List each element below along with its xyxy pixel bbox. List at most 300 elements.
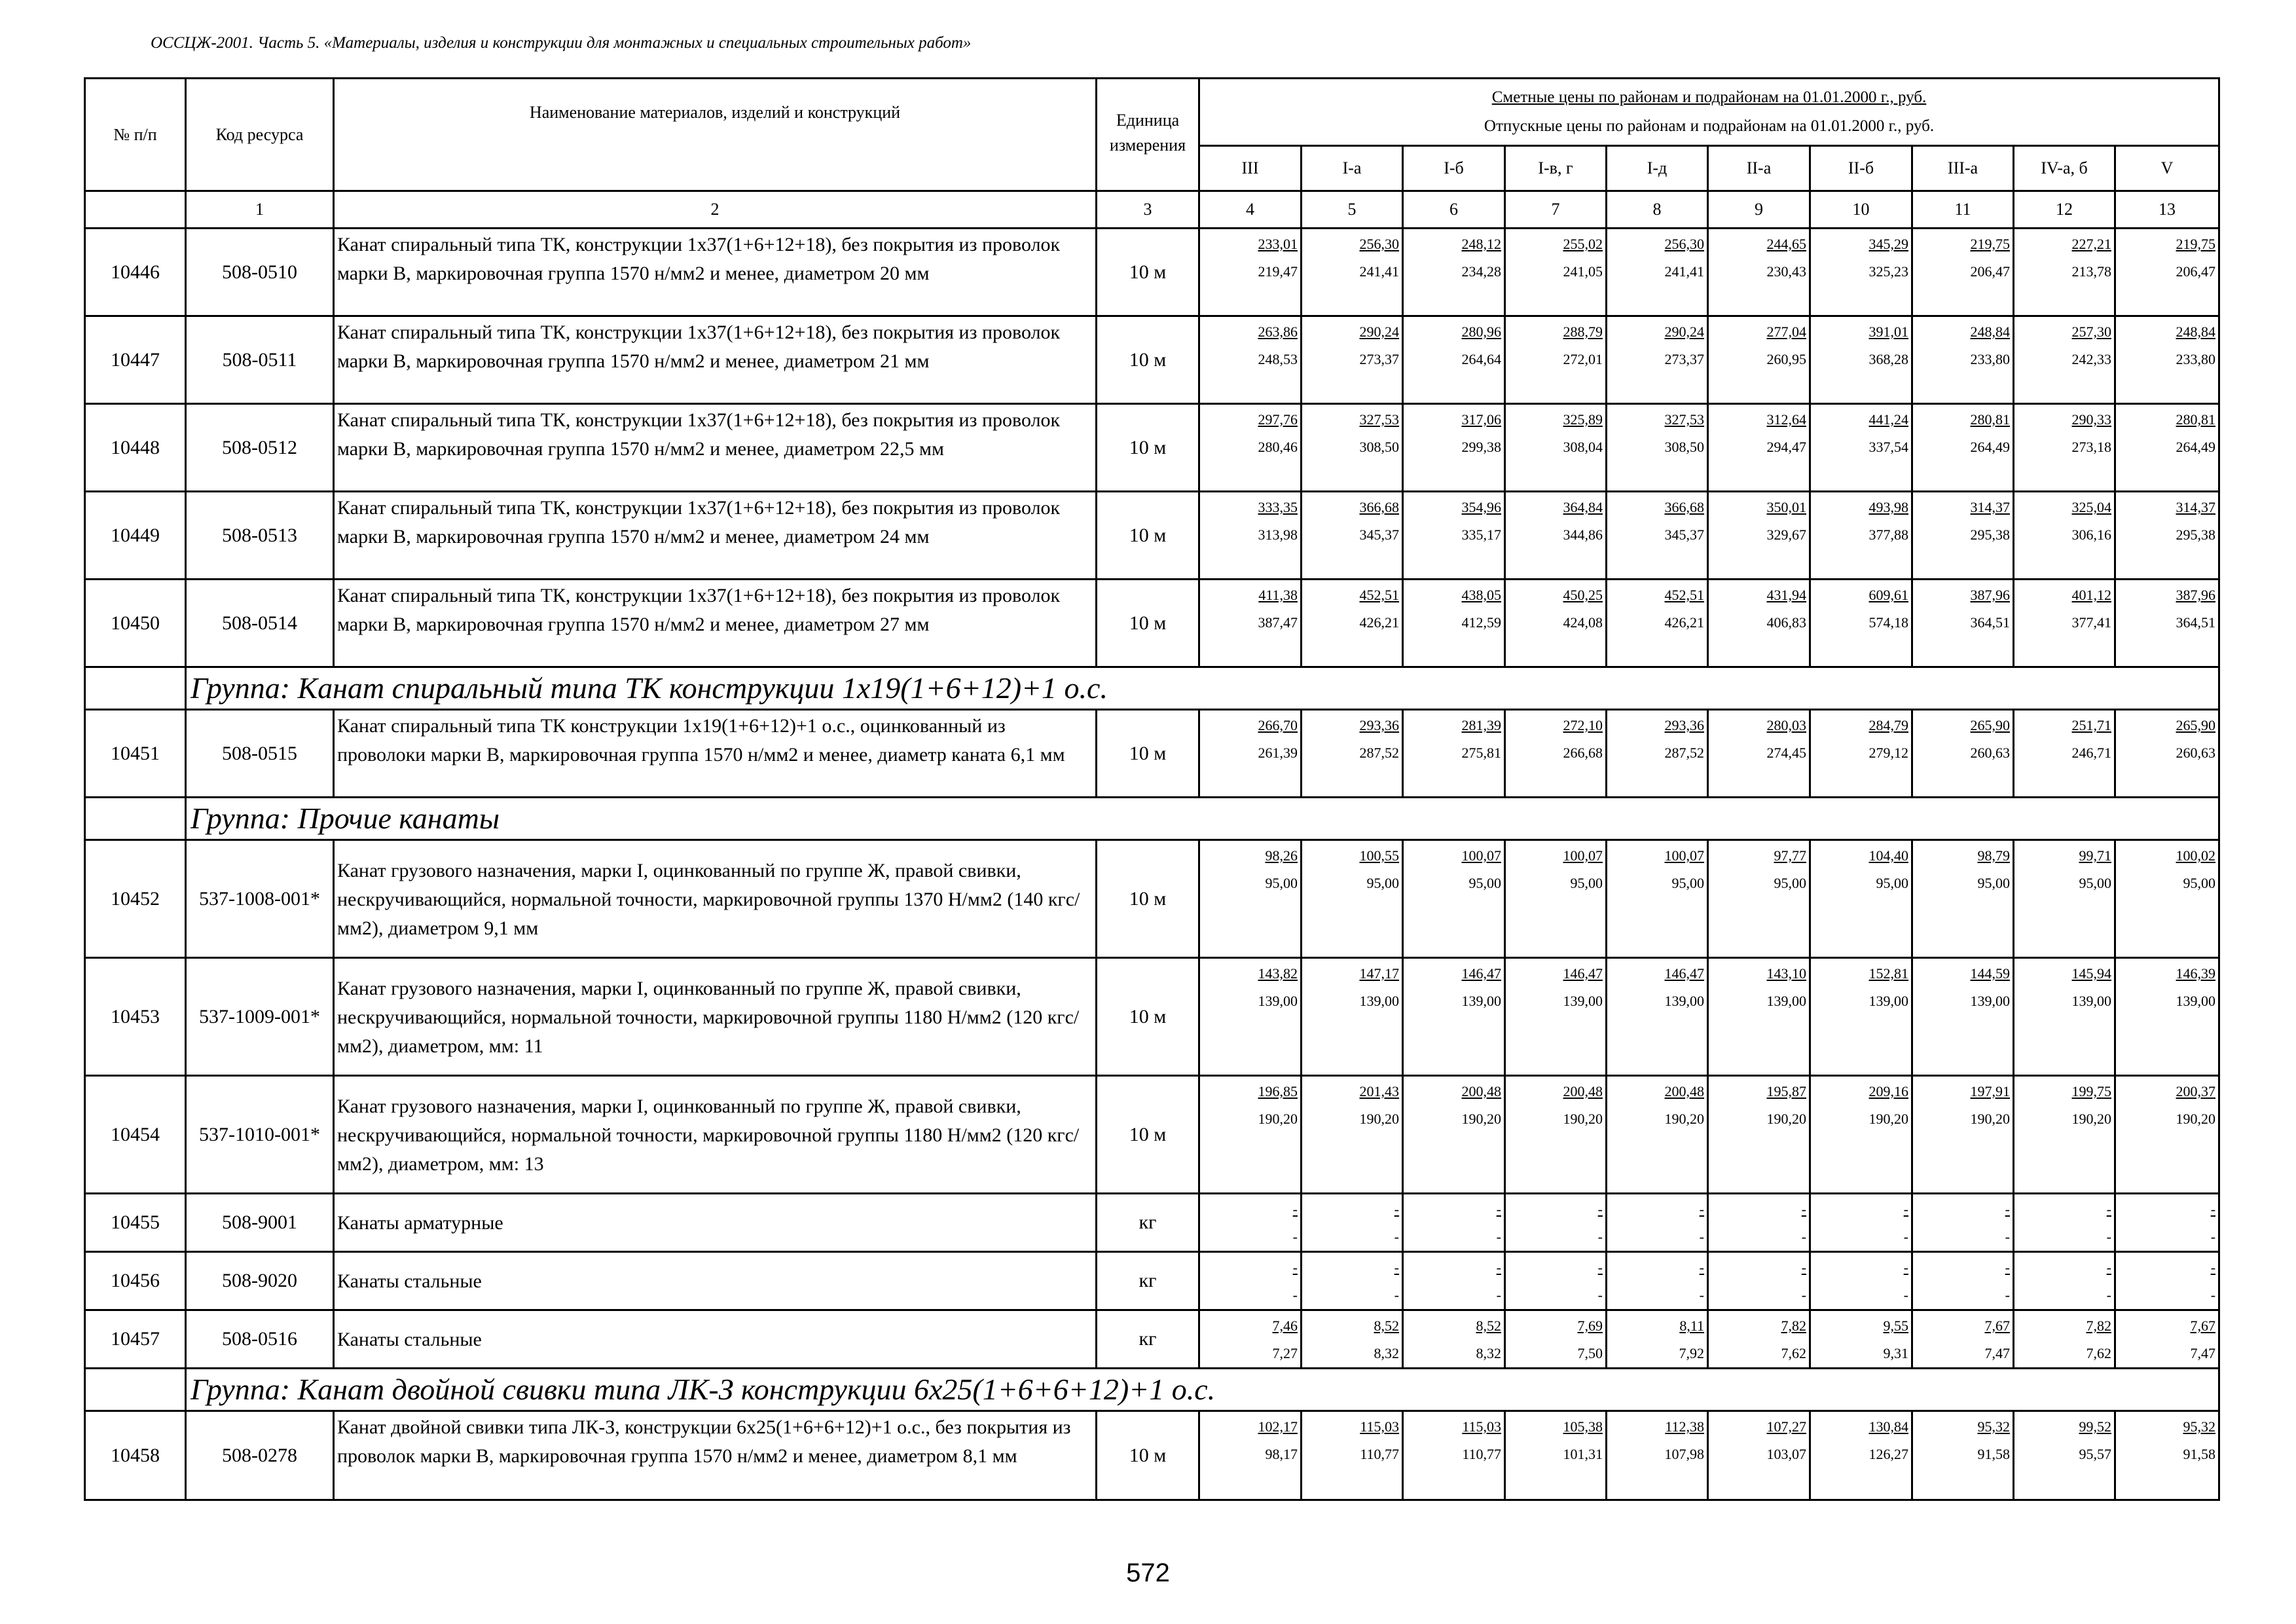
release-price: 7,62 — [1781, 1345, 1806, 1361]
header-region: I-в, г — [1505, 146, 1607, 191]
price-cell — [1607, 1194, 1708, 1252]
price-cell — [1912, 710, 2014, 798]
price-cell — [1403, 229, 1505, 316]
price-cell — [2115, 229, 2219, 316]
estimate-price: 284,79 — [1868, 717, 1908, 733]
estimate-price: 281,39 — [1461, 717, 1501, 733]
price-cell — [1199, 580, 1302, 667]
estimate-price: 391,01 — [1868, 323, 1908, 340]
price-cell — [2115, 316, 2219, 404]
estimate-price: 196,85 — [1258, 1083, 1298, 1099]
price-cell — [2115, 710, 2219, 798]
item-name: Канат спиральный типа ТК, конструкции 1х37(1+6+12+18), без покрытия из проволок марки В, маркировочная группа 1570 н/мм2 и менее, диаметром 20 мм — [334, 229, 1097, 316]
header-region: I-б — [1403, 146, 1505, 191]
estimate-price: 100,07 — [1461, 847, 1501, 864]
unit: 10 м — [1097, 1411, 1199, 1500]
release-price: 190,20 — [1664, 1111, 1704, 1127]
row-number: 10450 — [85, 580, 186, 667]
release-price: 241,41 — [1664, 263, 1704, 280]
header-prices-release: Отпускные цены по районам и подрайонам на 01.01.2000 г., руб. — [1484, 117, 1935, 135]
table-row — [85, 840, 2219, 958]
item-name: Канат спиральный типа ТК, конструкции 1х37(1+6+12+18), без покрытия из проволок марки В, маркировочная группа 1570 н/мм2 и менее, диаметром 22,5 мм — [334, 404, 1097, 492]
release-price: 139,00 — [1970, 993, 2010, 1009]
price-cell — [1302, 710, 1403, 798]
release-price: 426,21 — [1359, 614, 1399, 631]
release-price: 260,95 — [1766, 351, 1806, 367]
table-body — [85, 229, 2219, 1500]
header-column-number: 3 — [1097, 191, 1199, 229]
release-price: 139,00 — [1359, 993, 1399, 1009]
release-price: 273,18 — [2071, 439, 2111, 455]
price-cell — [1912, 1310, 2014, 1369]
header-code: Код ресурса — [186, 79, 334, 191]
release-price: - — [2210, 1228, 2216, 1245]
price-cell — [1505, 710, 1607, 798]
release-price: 364,51 — [1970, 614, 2010, 631]
estimate-price: 366,68 — [1359, 499, 1399, 515]
release-price: 8,32 — [1476, 1345, 1501, 1361]
price-cell — [1199, 316, 1302, 404]
price-cell — [1403, 1076, 1505, 1194]
release-price: 308,50 — [1359, 439, 1399, 455]
release-price: 139,00 — [1258, 993, 1298, 1009]
price-cell — [1199, 1310, 1302, 1369]
price-cell — [2115, 1194, 2219, 1252]
release-price: 574,18 — [1868, 614, 1908, 631]
release-price: 230,43 — [1766, 263, 1806, 280]
estimate-price: 200,48 — [1461, 1083, 1501, 1099]
price-cell — [1505, 840, 1607, 958]
estimate-price: 255,02 — [1563, 236, 1603, 252]
price-cell — [1810, 404, 1912, 492]
price-cell — [1708, 1252, 1810, 1310]
release-price: 426,21 — [1664, 614, 1704, 631]
resource-code: 508-0278 — [186, 1411, 334, 1500]
row-number: 10457 — [85, 1310, 186, 1369]
estimate-price: 312,64 — [1766, 411, 1806, 428]
table-row — [85, 404, 2219, 492]
estimate-price: - — [1394, 1259, 1399, 1276]
release-price: 308,50 — [1664, 439, 1704, 455]
release-price: 424,08 — [1563, 614, 1603, 631]
table-row — [85, 492, 2219, 580]
price-cell — [1505, 958, 1607, 1076]
release-price: 190,20 — [1563, 1111, 1603, 1127]
release-price: 190,20 — [1258, 1111, 1298, 1127]
release-price: 7,27 — [1272, 1345, 1298, 1361]
price-cell — [1403, 840, 1505, 958]
row-number: 10454 — [85, 1076, 186, 1194]
price-cell — [1607, 1252, 1708, 1310]
price-cell — [1403, 1252, 1505, 1310]
estimate-price: 325,04 — [2071, 499, 2111, 515]
price-cell — [2115, 958, 2219, 1076]
price-cell — [2115, 492, 2219, 580]
release-price: 95,00 — [1977, 875, 2010, 891]
header-prices-estimate: Сметные цены по районам и подрайонам на 01.01.2000 г., руб. — [1491, 88, 1927, 106]
price-cell — [1607, 1076, 1708, 1194]
row-number: 10447 — [85, 316, 186, 404]
page-number: 572 — [1126, 1559, 1170, 1587]
item-name: Канат грузового назначения, марки I, оцинкованный по группе Ж, правой свивки, нескручивающийся, нормальной точности, маркировочной группы 1180 Н/мм2 (120 кгс/мм2), диаметром, мм: 13 — [334, 1076, 1097, 1194]
estimate-price: 219,75 — [2176, 236, 2216, 252]
release-price: 412,59 — [1461, 614, 1501, 631]
price-cell — [2115, 840, 2219, 958]
release-price: 279,12 — [1868, 745, 1908, 761]
release-price: - — [2005, 1287, 2010, 1303]
release-price: 95,00 — [2079, 875, 2111, 891]
release-price: 233,80 — [1970, 351, 2010, 367]
group-row — [85, 667, 2219, 710]
row-number: 10456 — [85, 1252, 186, 1310]
estimate-price: - — [2005, 1259, 2010, 1276]
price-cell — [1810, 492, 1912, 580]
unit: 10 м — [1097, 316, 1199, 404]
resource-code: 537-1009-001* — [186, 958, 334, 1076]
estimate-price: 219,75 — [1970, 236, 2010, 252]
estimate-price: 145,94 — [2071, 965, 2111, 982]
estimate-price: 199,75 — [2071, 1083, 2111, 1099]
price-cell — [1607, 958, 1708, 1076]
estimate-price: 280,96 — [1461, 323, 1501, 340]
price-cell — [1607, 710, 1708, 798]
price-cell — [1505, 1411, 1607, 1500]
estimate-price: 200,37 — [2176, 1083, 2216, 1099]
header-column-number: 1 — [186, 191, 334, 229]
estimate-price: - — [1801, 1259, 1806, 1276]
release-price: 190,20 — [1359, 1111, 1399, 1127]
header-column-number: 8 — [1607, 191, 1708, 229]
unit: 10 м — [1097, 492, 1199, 580]
price-cell — [1912, 580, 2014, 667]
resource-code: 508-0514 — [186, 580, 334, 667]
estimate-price: 452,51 — [1664, 587, 1704, 603]
table-row — [85, 580, 2219, 667]
estimate-price: 256,30 — [1664, 236, 1704, 252]
estimate-price: 251,71 — [2071, 717, 2111, 733]
release-price: 344,86 — [1563, 526, 1603, 543]
estimate-price: 256,30 — [1359, 236, 1399, 252]
release-price: 139,00 — [1766, 993, 1806, 1009]
price-cell — [1403, 404, 1505, 492]
resource-code: 508-0512 — [186, 404, 334, 492]
estimate-price: 441,24 — [1868, 411, 1908, 428]
release-price: 299,38 — [1461, 439, 1501, 455]
price-cell — [1810, 710, 1912, 798]
release-price: 260,63 — [2176, 745, 2216, 761]
header-region: I-а — [1302, 146, 1403, 191]
release-price: 295,38 — [2176, 526, 2216, 543]
estimate-price: 112,38 — [1665, 1418, 1704, 1435]
estimate-price: 263,86 — [1258, 323, 1298, 340]
release-price: 206,47 — [2176, 263, 2216, 280]
release-price: 95,00 — [1366, 875, 1399, 891]
release-price: 101,31 — [1563, 1446, 1603, 1462]
release-price: 233,80 — [2176, 351, 2216, 367]
release-price: 139,00 — [1461, 993, 1501, 1009]
release-price: - — [2106, 1228, 2111, 1245]
release-price: 273,37 — [1359, 351, 1399, 367]
estimate-price: 297,76 — [1258, 411, 1298, 428]
table-row — [85, 710, 2219, 798]
price-cell — [1912, 316, 2014, 404]
price-cell — [1302, 1194, 1403, 1252]
release-price: - — [2005, 1228, 2010, 1245]
release-price: 91,58 — [2183, 1446, 2216, 1462]
release-price: 219,47 — [1258, 263, 1298, 280]
price-cell — [1708, 1194, 1810, 1252]
release-price: 206,47 — [1970, 263, 2010, 280]
release-price: 261,39 — [1258, 745, 1298, 761]
estimate-price: 387,96 — [2176, 587, 2216, 603]
estimate-price: - — [1597, 1201, 1603, 1217]
estimate-price: - — [2210, 1201, 2216, 1217]
estimate-price: 115,03 — [1462, 1418, 1501, 1435]
release-price: 8,32 — [1374, 1345, 1399, 1361]
price-cell — [2014, 1252, 2115, 1310]
estimate-price: 100,07 — [1563, 847, 1603, 864]
header-column-number: 13 — [2115, 191, 2219, 229]
estimate-price: 354,96 — [1461, 499, 1501, 515]
estimate-price: 115,03 — [1360, 1418, 1399, 1435]
estimate-price: - — [1496, 1259, 1501, 1276]
price-cell — [1607, 316, 1708, 404]
price-cell — [1912, 404, 2014, 492]
header-column-number: 10 — [1810, 191, 1912, 229]
unit: 10 м — [1097, 229, 1199, 316]
estimate-price: - — [1903, 1201, 1908, 1217]
estimate-price: 100,07 — [1664, 847, 1704, 864]
item-name: Канат двойной свивки типа ЛК-З, конструкции 6х25(1+6+6+12)+1 о.с., без покрытия из проволок марки В, маркировочная группа 1570 н/мм2 и менее, диаметром 8,1 мм — [334, 1411, 1097, 1500]
estimate-price: 7,82 — [1781, 1318, 1806, 1334]
estimate-price: 97,77 — [1774, 847, 1806, 864]
price-cell — [1912, 958, 2014, 1076]
release-price: - — [2210, 1287, 2216, 1303]
estimate-price: - — [1801, 1201, 1806, 1217]
price-cell — [1912, 1194, 2014, 1252]
estimate-price: 333,35 — [1258, 499, 1298, 515]
item-name: Канаты арматурные — [334, 1194, 1097, 1252]
header-unit: Единица измерения — [1097, 79, 1199, 191]
release-price: 345,37 — [1664, 526, 1704, 543]
estimate-price: 99,71 — [2079, 847, 2111, 864]
estimate-price: 147,17 — [1359, 965, 1399, 982]
estimate-price: 100,55 — [1359, 847, 1399, 864]
estimate-price: 345,29 — [1868, 236, 1908, 252]
price-cell — [1810, 1411, 1912, 1500]
release-price: 306,16 — [2071, 526, 2111, 543]
release-price: 9,31 — [1883, 1345, 1908, 1361]
release-price: 274,45 — [1766, 745, 1806, 761]
estimate-price: 293,36 — [1664, 717, 1704, 733]
release-price: 190,20 — [2071, 1111, 2111, 1127]
release-price: 95,00 — [1570, 875, 1603, 891]
release-price: 190,20 — [2176, 1111, 2216, 1127]
release-price: 95,57 — [2079, 1446, 2111, 1462]
price-cell — [1199, 1411, 1302, 1500]
item-name: Канат спиральный типа ТК конструкции 1х19(1+6+12)+1 о.с., оцинкованный из проволоки марки В, маркировочная группа 1570 н/мм2 и менее, диаметр каната 6,1 мм — [334, 710, 1097, 798]
price-cell — [2014, 710, 2115, 798]
release-price: 242,33 — [2071, 351, 2111, 367]
price-cell — [1810, 316, 1912, 404]
price-cell — [1199, 404, 1302, 492]
estimate-price: 272,10 — [1563, 717, 1603, 733]
estimate-price: 200,48 — [1664, 1083, 1704, 1099]
item-name: Канат спиральный типа ТК, конструкции 1х37(1+6+12+18), без покрытия из проволок марки В, маркировочная группа 1570 н/мм2 и менее, диаметром 27 мм — [334, 580, 1097, 667]
release-price: 345,37 — [1359, 526, 1399, 543]
unit: 10 м — [1097, 580, 1199, 667]
table-row — [85, 1194, 2219, 1252]
estimate-price: 314,37 — [2176, 499, 2216, 515]
release-price: - — [1292, 1228, 1298, 1245]
item-name: Канаты стальные — [334, 1252, 1097, 1310]
price-cell — [1708, 1411, 1810, 1500]
header-region: I-д — [1607, 146, 1708, 191]
estimate-price: 452,51 — [1359, 587, 1399, 603]
price-cell — [2014, 1076, 2115, 1194]
estimate-price: 95,32 — [2183, 1418, 2216, 1435]
price-cell — [2014, 316, 2115, 404]
estimate-price: 146,39 — [2176, 965, 2216, 982]
price-cell — [2115, 1076, 2219, 1194]
estimate-price: 317,06 — [1461, 411, 1501, 428]
estimate-price: - — [1597, 1259, 1603, 1276]
unit: 10 м — [1097, 958, 1199, 1076]
estimate-price: 280,81 — [1970, 411, 2010, 428]
estimate-price: 233,01 — [1258, 236, 1298, 252]
row-number: 10452 — [85, 840, 186, 958]
price-cell — [2014, 1194, 2115, 1252]
price-cell — [1199, 710, 1302, 798]
price-cell — [1199, 229, 1302, 316]
price-cell — [1810, 1076, 1912, 1194]
release-price: 95,00 — [1774, 875, 1806, 891]
release-price: 364,51 — [2176, 614, 2216, 631]
group-title: Группа: Прочие канаты — [186, 798, 2219, 840]
release-price: 139,00 — [1563, 993, 1603, 1009]
price-cell — [1607, 1310, 1708, 1369]
header-region: III — [1199, 146, 1302, 191]
estimate-price: 9,55 — [1883, 1318, 1908, 1334]
release-price: 190,20 — [1766, 1111, 1806, 1127]
price-cell — [1403, 1411, 1505, 1500]
release-price: 190,20 — [1461, 1111, 1501, 1127]
page-header: ОССЦЖ-2001. Часть 5. «Материалы, изделия и конструкции для монтажных и специальных строительных работ» — [151, 34, 972, 52]
release-price: 377,41 — [2071, 614, 2111, 631]
release-price: 126,27 — [1868, 1446, 1908, 1462]
release-price: - — [1496, 1287, 1501, 1303]
estimate-price: 143,10 — [1766, 965, 1806, 982]
release-price: 95,00 — [1265, 875, 1298, 891]
release-price: - — [1801, 1287, 1806, 1303]
release-price: 7,62 — [2086, 1345, 2111, 1361]
price-cell — [1199, 1076, 1302, 1194]
unit: 10 м — [1097, 1076, 1199, 1194]
price-cell — [1607, 840, 1708, 958]
header-column-number: 4 — [1199, 191, 1302, 229]
resource-code: 508-9020 — [186, 1252, 334, 1310]
release-price: 313,98 — [1258, 526, 1298, 543]
estimate-price: 290,24 — [1664, 323, 1704, 340]
price-cell — [1708, 229, 1810, 316]
price-cell — [1708, 1310, 1810, 1369]
release-price: 272,01 — [1563, 351, 1603, 367]
price-cell — [2115, 1252, 2219, 1310]
price-cell — [1810, 958, 1912, 1076]
price-cell — [1199, 1252, 1302, 1310]
table-row — [85, 1076, 2219, 1194]
release-price: - — [1496, 1228, 1501, 1245]
price-cell — [1912, 1076, 2014, 1194]
release-price: 241,05 — [1563, 263, 1603, 280]
estimate-price: 244,65 — [1766, 236, 1806, 252]
price-cell — [1302, 229, 1403, 316]
group-row-spacer — [85, 798, 186, 840]
release-price: - — [1597, 1228, 1603, 1245]
estimate-price: 280,81 — [2176, 411, 2216, 428]
price-cell — [2014, 1411, 2115, 1500]
release-price: 95,00 — [1671, 875, 1704, 891]
header-num: № п/п — [85, 79, 186, 191]
release-price: 234,28 — [1461, 263, 1501, 280]
estimate-price: 265,90 — [1970, 717, 2010, 733]
estimate-price: - — [1394, 1201, 1399, 1217]
unit: кг — [1097, 1252, 1199, 1310]
header-column-number-blank — [85, 191, 186, 229]
release-price: 335,17 — [1461, 526, 1501, 543]
release-price: - — [1699, 1228, 1704, 1245]
estimate-price: 209,16 — [1868, 1083, 1908, 1099]
release-price: 280,46 — [1258, 439, 1298, 455]
price-cell — [1912, 229, 2014, 316]
estimate-price: 411,38 — [1258, 587, 1298, 603]
group-row — [85, 1369, 2219, 1411]
estimate-price: 99,52 — [2079, 1418, 2111, 1435]
estimate-price: 293,36 — [1359, 717, 1399, 733]
estimate-price: 200,48 — [1563, 1083, 1603, 1099]
estimate-price: - — [1292, 1259, 1298, 1276]
release-price: 190,20 — [1970, 1111, 2010, 1127]
release-price: 275,81 — [1461, 745, 1501, 761]
price-cell — [1302, 580, 1403, 667]
estimate-price: 290,33 — [2071, 411, 2111, 428]
price-cell — [1505, 492, 1607, 580]
release-price: 139,00 — [2176, 993, 2216, 1009]
price-cell — [1607, 404, 1708, 492]
release-price: 266,68 — [1563, 745, 1603, 761]
release-price: 139,00 — [1664, 993, 1704, 1009]
estimate-price: - — [2005, 1201, 2010, 1217]
item-name: Канат спиральный типа ТК, конструкции 1х37(1+6+12+18), без покрытия из проволок марки В, маркировочная группа 1570 н/мм2 и менее, диаметром 24 мм — [334, 492, 1097, 580]
table-row — [85, 1310, 2219, 1369]
estimate-price: 8,52 — [1374, 1318, 1399, 1334]
release-price: 103,07 — [1766, 1446, 1806, 1462]
price-cell — [2014, 492, 2115, 580]
price-cell — [1403, 316, 1505, 404]
group-row — [85, 798, 2219, 840]
release-price: - — [1903, 1228, 1908, 1245]
estimate-price: 248,12 — [1461, 236, 1501, 252]
estimate-price: - — [2106, 1201, 2111, 1217]
release-price: 337,54 — [1868, 439, 1908, 455]
resource-code: 537-1010-001* — [186, 1076, 334, 1194]
price-cell — [1505, 404, 1607, 492]
resource-code: 508-9001 — [186, 1194, 334, 1252]
price-cell — [1302, 1252, 1403, 1310]
price-cell — [1403, 1194, 1505, 1252]
price-cell — [2014, 404, 2115, 492]
group-title: Группа: Канат спиральный типа ТК конструкции 1х19(1+6+12)+1 о.с. — [186, 667, 2219, 710]
